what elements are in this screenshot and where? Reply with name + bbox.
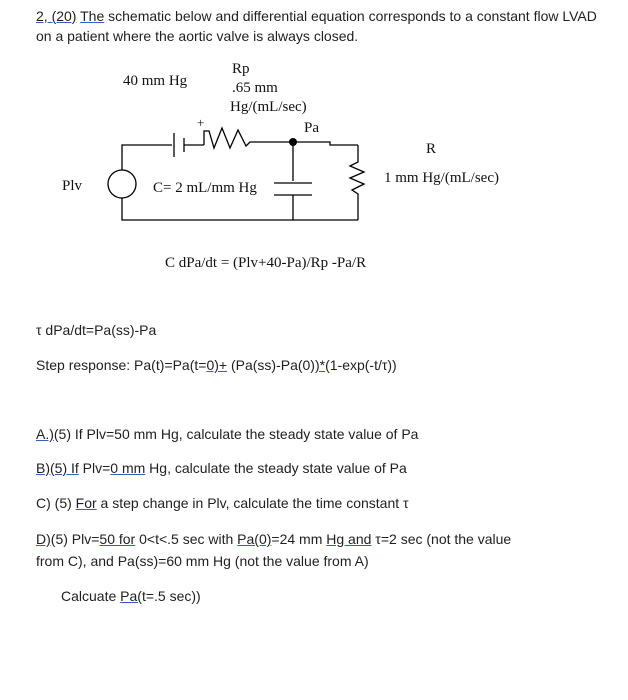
question-b-text2: Hg, calculate the steady state value of Pa	[145, 460, 407, 476]
question-b	[36, 458, 407, 478]
question-d-label: D)	[36, 531, 51, 547]
question-c-label: C) (5)	[36, 495, 76, 511]
battery-voltage-label: 40 mm Hg	[123, 73, 188, 89]
step-prefix: Step response: Pa(t)=Pa(t=	[36, 357, 207, 373]
question-d-line1	[36, 529, 511, 549]
wire-bottom	[122, 198, 358, 220]
plv-label: Plv	[62, 178, 83, 194]
question-a-label: A.)	[36, 426, 54, 442]
question-c-text: a step change in Plv, calculate the time constant τ	[96, 495, 409, 511]
question-c	[36, 493, 409, 513]
pa-node-label: Pa	[304, 120, 319, 136]
rp-value-label: .65 mm	[232, 80, 278, 96]
problem-the: The	[80, 8, 105, 24]
question-a	[36, 424, 418, 444]
step-close: ))*	[310, 357, 326, 373]
question-d-calculate	[61, 586, 201, 606]
question-d-points: (5) Plv=	[50, 531, 100, 547]
question-d-calc-pa: Pa(	[120, 588, 142, 604]
rp-unit-label: Hg/(mL/sec)	[230, 99, 307, 115]
question-d-value: 50 for	[99, 531, 136, 547]
question-d-pa0-value: =24 mm	[271, 531, 327, 547]
wire-pa-node-to-r	[292, 142, 358, 145]
question-d-range: 0<t<.5 sec with	[135, 531, 238, 547]
pa-node-dot	[289, 138, 297, 146]
problem-number: 2, (20)	[36, 8, 77, 24]
r-value-label: 1 mm Hg/(mL/sec)	[384, 170, 499, 186]
question-d-calc-suffix: t=.5 sec))	[141, 588, 201, 604]
question-d-hg-and: Hg and	[326, 531, 372, 547]
question-b-text1: Plv=	[78, 460, 111, 476]
step-zero-plus: 0)+	[206, 357, 228, 373]
question-d-tau: τ=2 sec (not the value	[371, 531, 512, 547]
wire-left-top	[122, 145, 172, 170]
differential-equation: C dPa/dt = (Plv+40-Pa)/Rp -Pa/R	[165, 255, 367, 271]
step-response-equation	[36, 355, 397, 375]
question-c-for: For	[75, 495, 97, 511]
rp-title-label: Rp	[232, 61, 250, 77]
r-resistor-symbol	[350, 145, 364, 220]
question-d-calc-prefix: Calcuate	[61, 588, 121, 604]
step-middle: (Pa(ss)-Pa(0	[227, 357, 311, 373]
question-a-text: (5) If Plv=50 mm Hg, calculate the steady state value of Pa	[53, 426, 419, 442]
question-b-label: B)	[36, 460, 50, 476]
problem-text: schematic below and differential equation corresponds to a constant flow LVAD on a patient where the aortic valve is always closed.	[36, 8, 597, 44]
question-b-points: (5)	[50, 460, 71, 476]
plv-source-symbol	[108, 170, 136, 198]
tau-equation: τ dPa/dt=Pa(ss)-Pa	[36, 322, 157, 338]
capacitance-label: C= 2 mL/mm Hg	[153, 180, 257, 196]
r-title-label: R	[426, 141, 437, 157]
step-suffix: (1-exp(-t/τ))	[325, 357, 397, 373]
question-d-pa0: Pa(0)	[237, 531, 272, 547]
question-b-if: If	[71, 460, 79, 476]
question-b-zero: 0 mm	[110, 460, 146, 476]
rp-resistor-symbol	[204, 128, 292, 148]
question-d-line2: from C), and Pa(ss)=60 mm Hg (not the value from A)	[36, 553, 369, 569]
battery-plus-sign: +	[197, 115, 205, 130]
